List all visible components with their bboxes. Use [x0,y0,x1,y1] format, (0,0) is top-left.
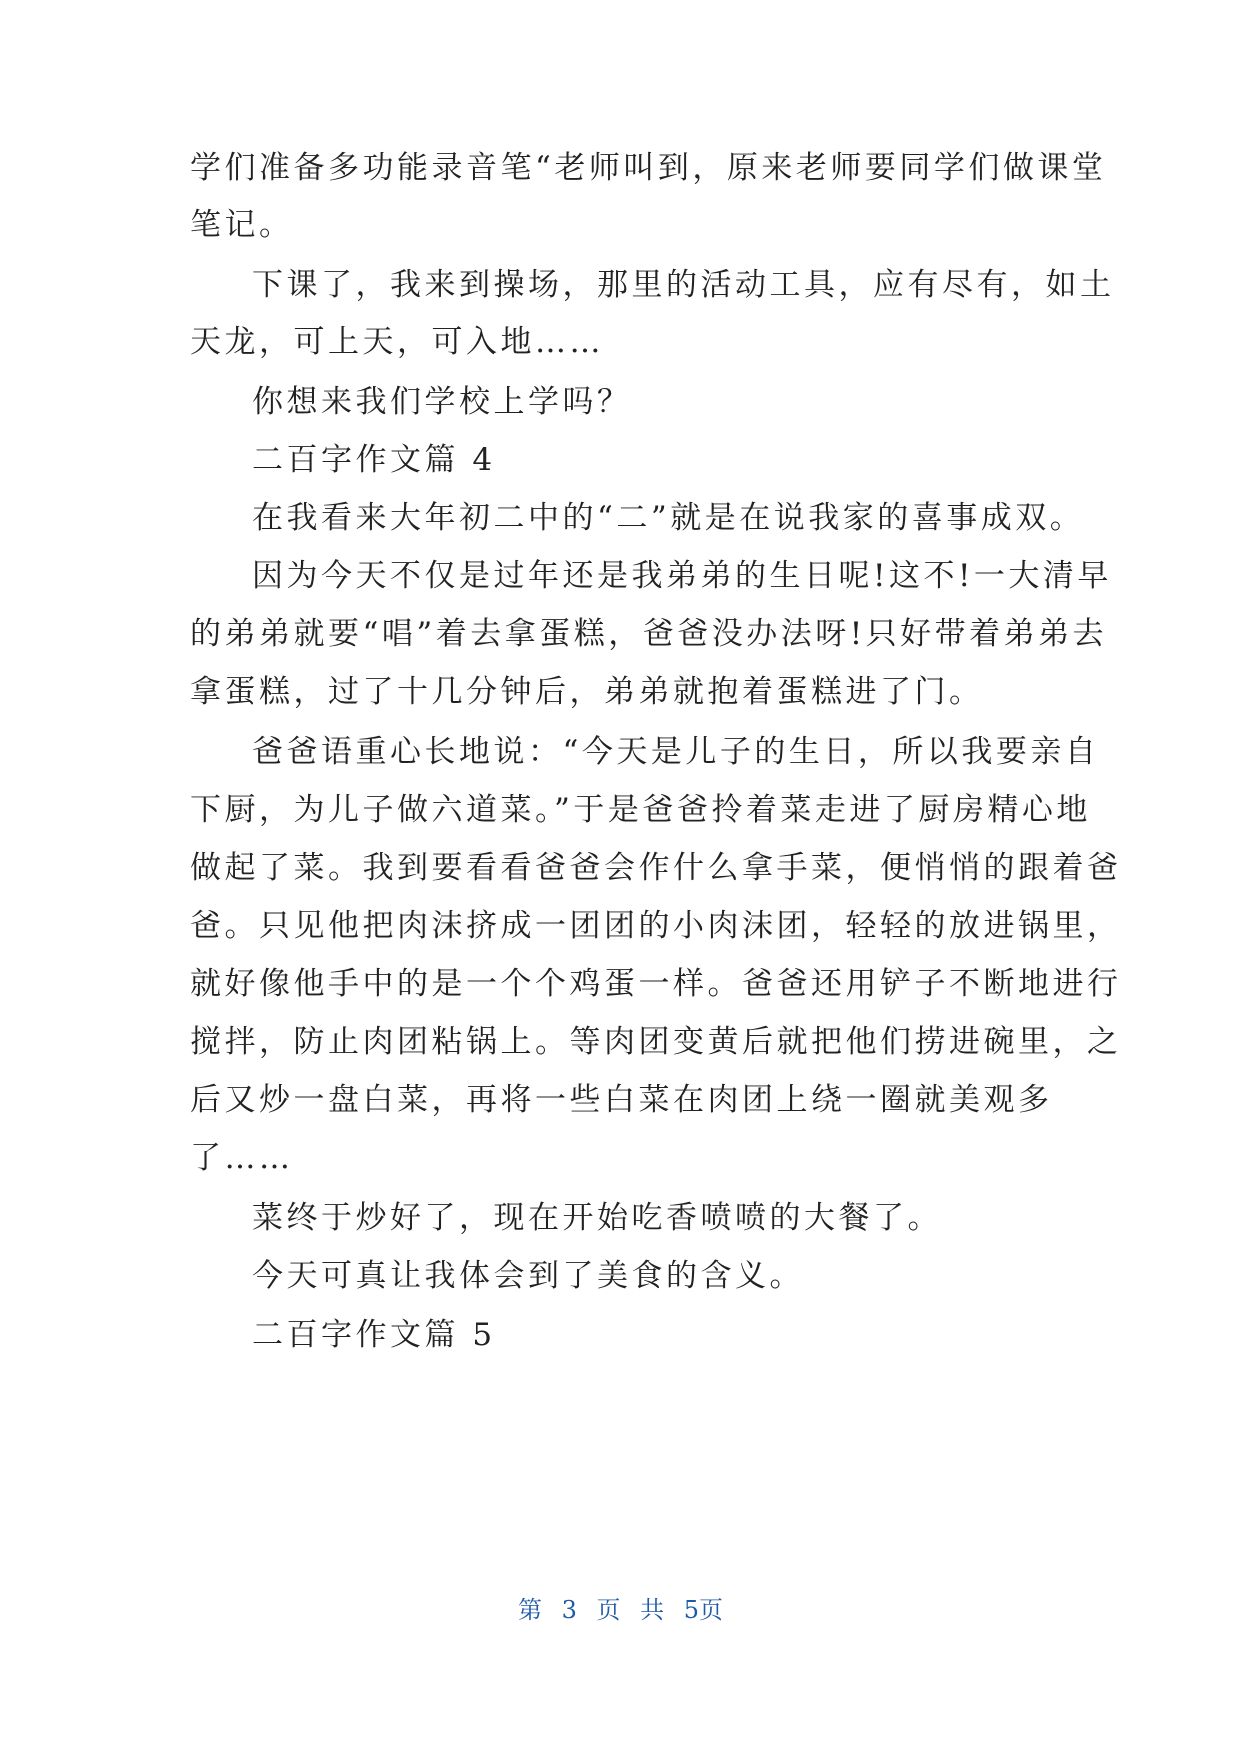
text-line: 后又炒一盘白菜，再将一些白菜在肉团上绕一圈就美观多 [190,1082,1053,1118]
text-line: 拿蛋糕，过了十几分钟后，弟弟就抱着蛋糕进了门。 [190,674,984,710]
footer-total-pages: 5页 [683,1596,724,1624]
text-line: 天龙，可上天，可入地…… [190,324,604,360]
footer-label: 页 [596,1596,621,1624]
text-line: 因为今天不仅是过年还是我弟弟的生日呢!这不!一大清早 [252,558,1112,594]
text-line: 做起了菜。我到要看看爸爸会作什么拿手菜，便悄悄的跟着爸 [190,850,1122,886]
text-line: 了…… [190,1140,294,1176]
text-line: 菜终于炒好了，现在开始吃香喷喷的大餐了。 [252,1200,942,1236]
text-line: 你想来我们学校上学吗？ [252,384,632,420]
text-line: 就好像他手中的是一个个鸡蛋一样。爸爸还用铲子不断地进行 [190,966,1122,1002]
text-line: 的弟弟就要“唱”着去拿蛋糕，爸爸没办法呀!只好带着弟弟去 [190,616,1108,652]
text-line: 在我看来大年初二中的“二”就是在说我家的喜事成双。 [252,500,1085,536]
page-footer [0,1595,1241,1625]
text-line: 笔记。 [190,207,294,243]
footer-label: 共 [640,1596,665,1624]
text-line: 搅拌，防止肉团粘锅上。等肉团变黄后就把他们捞进碗里，之 [190,1024,1122,1060]
section-heading: 二百字作文篇 5 [252,1317,496,1353]
text-line: 爸爸语重心长地说：“今天是儿子的生日，所以我要亲自 [252,734,1100,770]
section-heading: 二百字作文篇 4 [252,442,496,478]
text-line: 学们准备多功能录音笔“老师叫到，原来老师要同学们做课堂 [190,150,1107,186]
footer-label: 第 [517,1596,542,1624]
text-line: 下课了，我来到操场，那里的活动工具，应有尽有，如土 [252,267,1115,303]
text-line: 下厨，为儿子做六道菜。”于是爸爸拎着菜走进了厨房精心地 [190,792,1091,828]
footer-page-number: 3 [561,1596,577,1624]
text-line: 爸。只见他把肉沫挤成一团团的小肉沫团，轻轻的放进锅里， [190,908,1122,944]
text-line: 今天可真让我体会到了美食的含义。 [252,1258,804,1294]
